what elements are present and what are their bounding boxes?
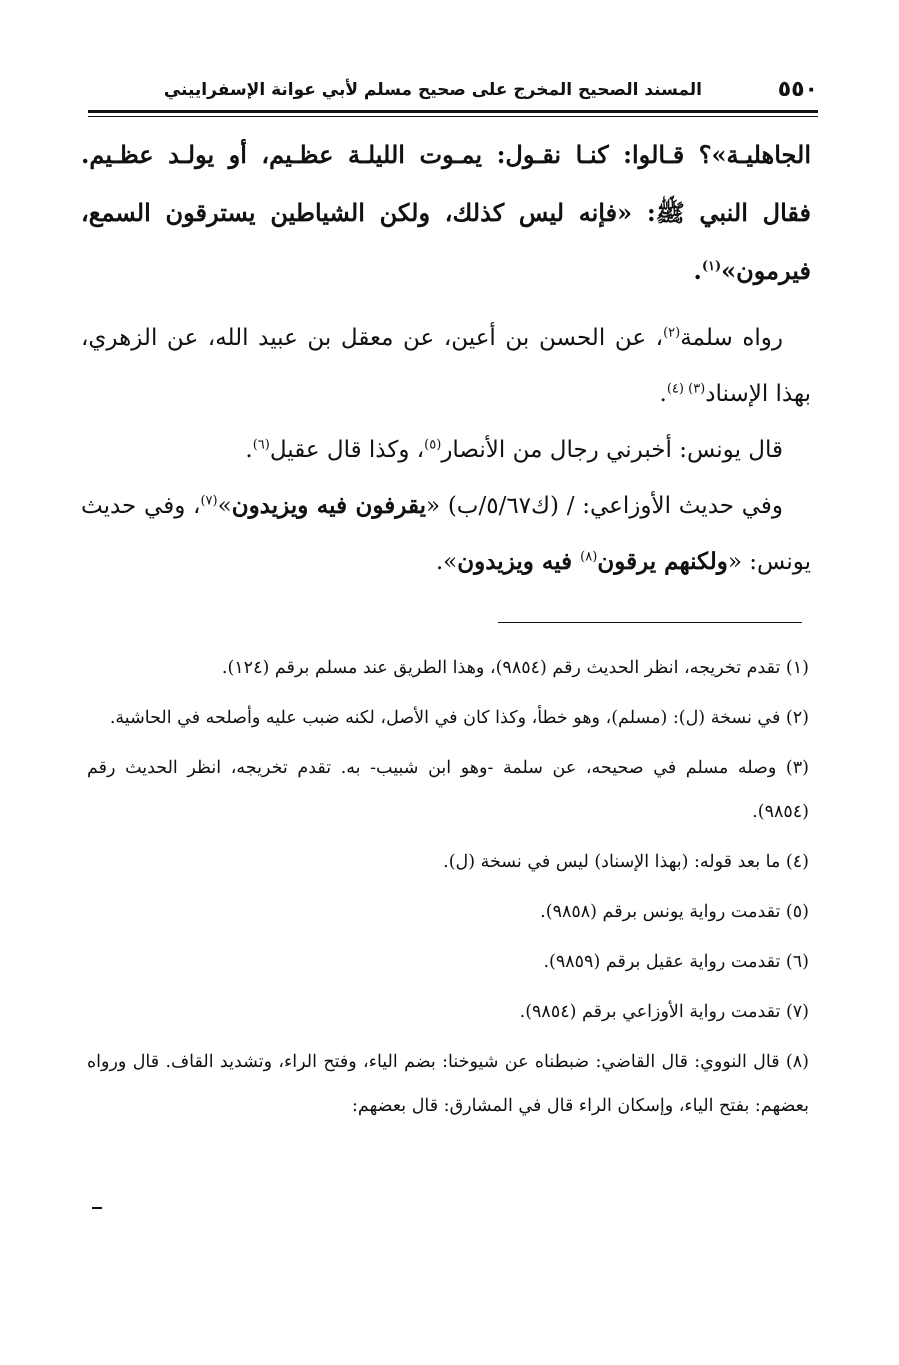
page-number: ٥٥٠	[777, 77, 818, 102]
paragraph-2	[81, 310, 811, 422]
footnote-separator	[498, 622, 802, 623]
footnote-8: (٨) قال النووي: قال القاضي: ضبطناه عن شيوخنا: بضم الياء، وفتح الراء، وتشديد القاف. قال ورواه بعضهم: بفتح الياء، وإسكان الراء قال في المشارق: قال بعضهم:	[87, 1052, 809, 1116]
header-rule-thin	[88, 116, 818, 117]
footnote-ref-1: (١)	[701, 259, 722, 274]
footnote-ref-5: (٥)	[424, 437, 442, 453]
footnote-ref-6: (٦)	[252, 437, 270, 453]
paragraph-3-text-a: قال يونس: أخبرني رجال من الأنصار	[441, 437, 783, 463]
footnote-3: (٣) وصله مسلم في صحيحه، عن سلمة -وهو ابن شبيب- به. تقدم تخريجه، انظر الحديث رقم (٩٨٥٤).	[87, 758, 809, 822]
footnote-ref-2: (٢)	[663, 325, 681, 341]
paragraph-4-text-b: »	[217, 493, 232, 519]
footnote-2: (٢) في نسخة (ل): (مسلم)، وهو خطأ، وكذا كان في الأصل، لكنه ضبب عليه وأصلحه في الحاشية.	[109, 708, 809, 728]
header-rule-thick	[88, 110, 818, 113]
paragraph-2-text-b: ، عن الحسن بن أعين، عن معقل بن عبيد الله، عن الزهري، بهذا الإسناد	[81, 325, 811, 407]
paragraph-2-text-a: رواه سلمة	[680, 325, 783, 351]
footnote-6: (٦) تقدمت رواية عقيل برقم (٩٨٥٩).	[543, 952, 809, 972]
footnote-ref-8: (٨)	[580, 549, 598, 565]
paragraph-4-text-c: ، وفي حديث يونس: «	[81, 493, 811, 575]
footnote-5: (٥) تقدمت رواية يونس برقم (٩٨٥٨).	[540, 902, 809, 922]
paragraph-3	[81, 422, 811, 478]
paragraph-1	[81, 126, 811, 300]
paragraph-2-end: .	[659, 381, 667, 407]
running-header	[88, 78, 818, 102]
paragraph-4	[81, 478, 811, 590]
footnotes	[87, 646, 809, 1134]
footnote-ref-3-4: (٣) (٤)	[666, 381, 706, 397]
footnote-7: (٧) تقدمت رواية الأوزاعي برقم (٩٨٥٤).	[519, 1002, 809, 1022]
quote-yunus-a: ولكنهم يرقون	[597, 548, 728, 575]
paragraph-1-text: الجاهليـة»؟ قـالوا: كنـا نقـول: يمـوت الليلـة عظـيم، أو يولـد عظـيم. فقال النبي ﷺ: «فإنه ليس كذلك، ولكن الشياطين يسترقون السمع، فيرمون»	[81, 140, 811, 285]
paragraph-4-end: ».	[435, 549, 458, 575]
paragraph-4-text-a: وفي حديث الأوزاعي: / (ك٥/٦٧/ب) «	[426, 493, 784, 519]
running-title: المسند الصحيح المخرج على صحيح مسلم لأبي عوانة الإسفراييني	[163, 80, 702, 100]
footnote-1: (١) تقدم تخريجه، انظر الحديث رقم (٩٨٥٤)، وهذا الطريق عند مسلم برقم (١٢٤).	[221, 658, 809, 678]
footnote-ref-7: (٧)	[200, 493, 218, 509]
footnote-4: (٤) ما بعد قوله: (بهذا الإسناد) ليس في نسخة (ل).	[443, 852, 809, 872]
paragraph-1-end: .	[693, 256, 702, 285]
quote-yunus-b: فيه ويزيدون	[457, 548, 581, 575]
main-text	[81, 126, 811, 590]
quote-awzai: يقرفون فيه ويزيدون	[231, 492, 427, 519]
paragraph-3-text-b: ، وكذا قال عقيل	[269, 437, 425, 463]
paragraph-3-end: .	[245, 437, 253, 463]
trailing-dash	[92, 1207, 102, 1209]
